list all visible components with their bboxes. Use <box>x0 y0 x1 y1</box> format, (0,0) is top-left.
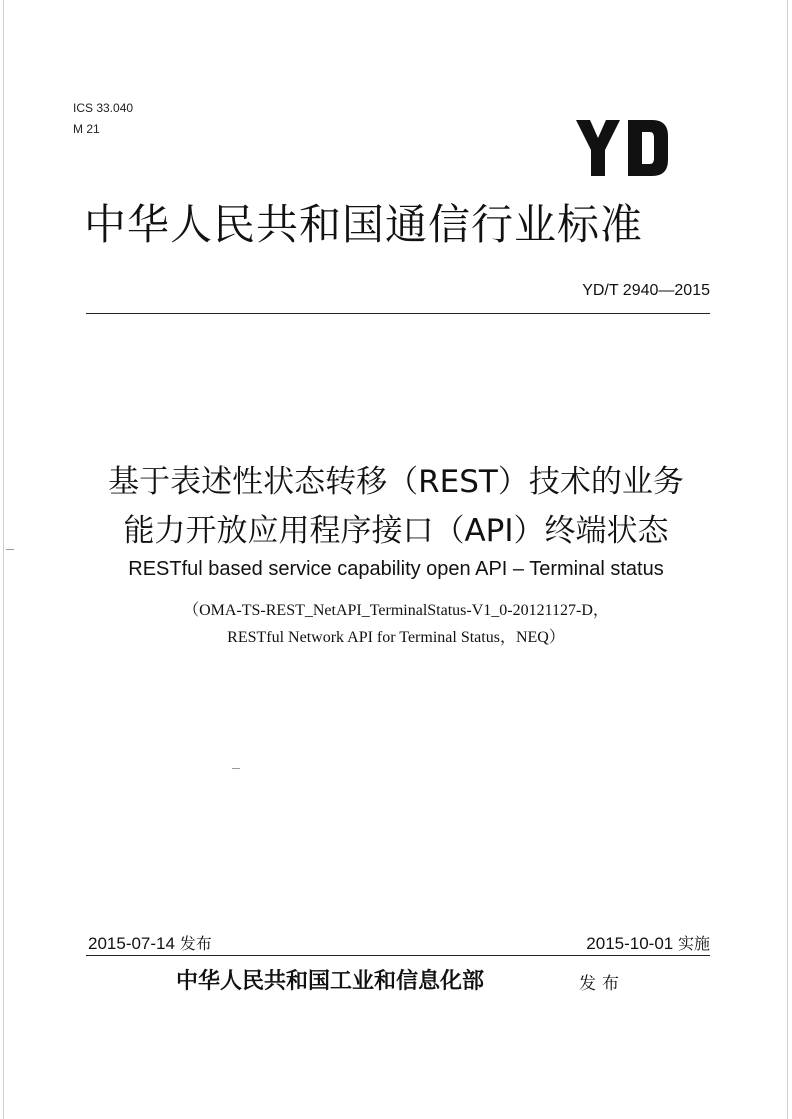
standard-category-title: 中华人民共和国通信行业标准 <box>84 200 644 249</box>
ccs-code: M 21 <box>73 122 100 136</box>
footer-divider <box>86 955 710 956</box>
scan-mark-edge <box>6 549 14 550</box>
implement-label: 实施 <box>677 934 710 953</box>
adopted-standard-line1: （OMA-TS-REST_NetAPI_TerminalStatus-V1_0-20121127-D， <box>183 602 609 619</box>
title-zh-line1: 基于表述性状态转移（REST）技术的业务 <box>108 464 684 500</box>
title-english: RESTful based service capability open API – Terminal status <box>128 558 664 580</box>
scan-mark <box>232 768 240 769</box>
issue-date: 2015-07-14 <box>88 934 175 953</box>
header-divider <box>86 313 710 314</box>
yd-logo <box>576 120 668 176</box>
issue-label: 发布 <box>179 934 212 953</box>
adopted-standard-line2: RESTful Network API for Terminal Status，NEQ） <box>227 629 565 646</box>
implement-date: 2015-10-01 <box>586 934 674 953</box>
publisher-name: 中华人民共和国工业和信息化部 <box>176 968 485 994</box>
issue-date-block <box>88 931 212 954</box>
standard-code: YD/T 2940—2015 <box>582 282 710 299</box>
title-zh-line2: 能力开放应用程序接口（API）终端状态 <box>123 513 669 549</box>
implement-date-block <box>586 931 710 954</box>
ics-code: ICS 33.040 <box>73 101 134 115</box>
publisher-action: 发布 <box>579 974 625 994</box>
